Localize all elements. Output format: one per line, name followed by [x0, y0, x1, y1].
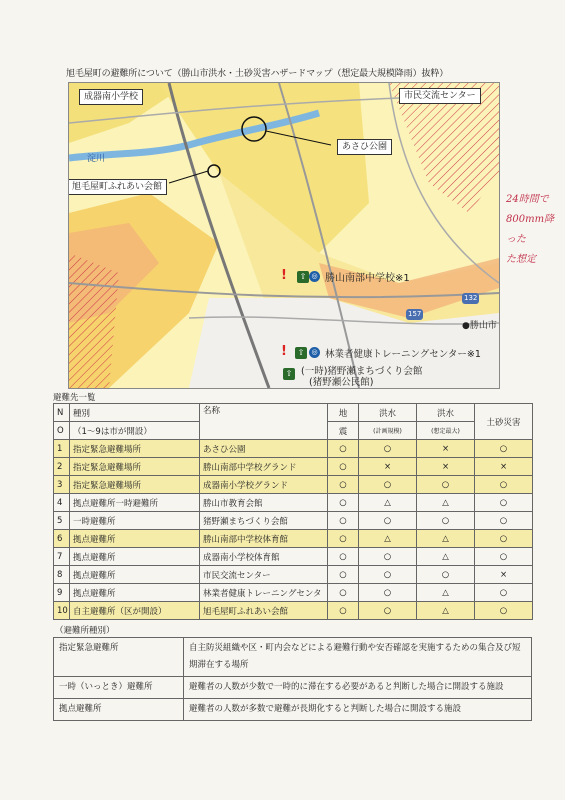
row-flood-max: × — [417, 440, 475, 458]
row-landslide: ○ — [475, 440, 533, 458]
table-row — [54, 440, 533, 458]
row-flood-max: △ — [417, 548, 475, 566]
label-inose-center: (一時)猪野瀬まちづくり会館 — [301, 366, 423, 377]
row-flood-max: ○ — [417, 476, 475, 494]
types-title: （避難所種別） — [55, 626, 115, 636]
row-flood-plan: × — [359, 458, 417, 476]
row-flood-max: △ — [417, 584, 475, 602]
row-flood-max: ○ — [417, 566, 475, 584]
header-flood-plan: 洪水 — [359, 404, 417, 422]
shelter-icon: ◎ — [309, 271, 320, 282]
table-row — [54, 548, 533, 566]
row-landslide: × — [475, 566, 533, 584]
page-title: 旭毛屋町の避難所について（勝山市洪水・土砂災害ハザードマップ（想定最大規模降雨）抜粋） — [66, 69, 449, 79]
type-row — [54, 677, 532, 699]
header-no-2: O — [54, 422, 70, 440]
row-flood-max: × — [417, 458, 475, 476]
row-type: 拠点避難所 — [70, 584, 200, 602]
row-flood-max: △ — [417, 530, 475, 548]
row-flood-plan: ○ — [359, 476, 417, 494]
row-landslide: ○ — [475, 494, 533, 512]
row-no: 4 — [54, 494, 70, 512]
row-landslide: ○ — [475, 602, 533, 620]
header-type: 種別 — [70, 404, 200, 422]
table-row — [54, 476, 533, 494]
row-type: 拠点避難所 — [70, 530, 200, 548]
row-landslide: ○ — [475, 548, 533, 566]
row-flood-max: ○ — [417, 512, 475, 530]
header-type-sub: （1～9は市が開設） — [70, 422, 200, 440]
row-landslide: × — [475, 458, 533, 476]
row-type: 拠点避難所一時避難所 — [70, 494, 200, 512]
label-community-center: 市民交流センター — [399, 88, 481, 104]
row-quake: ○ — [328, 566, 359, 584]
row-name: 勝山南部中学校体育館 — [200, 530, 328, 548]
row-name: あさひ公園 — [200, 440, 328, 458]
table-row — [54, 602, 533, 620]
label-river: 淀川 — [87, 154, 106, 164]
type-name: 指定緊急避難所 — [54, 638, 184, 677]
header-no: N — [54, 404, 70, 422]
note-line: 24時間で — [506, 194, 549, 205]
row-landslide: ○ — [475, 476, 533, 494]
row-flood-plan: ○ — [359, 602, 417, 620]
row-no: 8 — [54, 566, 70, 584]
evacuation-icon: ⇧ — [283, 368, 295, 380]
row-no: 7 — [54, 548, 70, 566]
row-type: 指定緊急避難場所 — [70, 458, 200, 476]
row-quake: ○ — [328, 512, 359, 530]
row-name: 林業者健康トレーニングセンタ — [200, 584, 328, 602]
row-flood-max: △ — [417, 494, 475, 512]
shelter-types-table — [53, 637, 532, 721]
label-forestry-center: 林業者健康トレーニングセンター※1 — [325, 349, 481, 360]
map-graphic — [69, 83, 499, 388]
row-no: 6 — [54, 530, 70, 548]
type-name: 拠点避難所 — [54, 699, 184, 721]
header-quake-2: 震 — [328, 422, 359, 440]
evacuation-table — [53, 403, 533, 620]
row-name: 勝山市教育会館 — [200, 494, 328, 512]
type-name: 一時（いっとき）避難所 — [54, 677, 184, 699]
row-quake: ○ — [328, 458, 359, 476]
row-no: 2 — [54, 458, 70, 476]
row-flood-plan: ○ — [359, 512, 417, 530]
table-row — [54, 512, 533, 530]
type-desc: 避難者の人数が多数で避難が長期化すると判断した場合に開設する施設 — [184, 699, 532, 721]
row-quake: ○ — [328, 548, 359, 566]
warning-icon: ! — [281, 268, 287, 283]
row-type: 拠点避難所 — [70, 566, 200, 584]
label-katsuyama: ●勝山市 — [462, 321, 497, 331]
handwritten-note — [506, 190, 558, 270]
row-flood-plan: ○ — [359, 584, 417, 602]
table-row — [54, 530, 533, 548]
row-type: 一時避難所 — [70, 512, 200, 530]
row-name: 猪野瀬まちづくり会館 — [200, 512, 328, 530]
table-row — [54, 458, 533, 476]
table-row — [54, 566, 533, 584]
row-quake: ○ — [328, 530, 359, 548]
header-flood-max-sub: (想定最大) — [417, 422, 475, 440]
row-no: 5 — [54, 512, 70, 530]
route-132-badge: 132 — [464, 294, 478, 302]
header-name: 名称 — [200, 404, 328, 440]
row-landslide: ○ — [475, 512, 533, 530]
label-asahi-park: あさひ公園 — [337, 139, 392, 155]
row-quake: ○ — [328, 476, 359, 494]
type-row — [54, 699, 532, 721]
label-fureai-hall: 旭毛屋町ふれあい会館 — [68, 179, 167, 195]
row-no: 9 — [54, 584, 70, 602]
row-type: 指定緊急避難場所 — [70, 476, 200, 494]
row-quake: ○ — [328, 494, 359, 512]
table-row — [54, 494, 533, 512]
row-no: 1 — [54, 440, 70, 458]
row-type: 指定緊急避難場所 — [70, 440, 200, 458]
type-desc: 自主防災組織や区・町内会などによる避難行動や安否確認を実施するための集合及び短期滞在する場所 — [184, 638, 532, 677]
row-landslide: ○ — [475, 584, 533, 602]
row-type: 拠点避難所 — [70, 548, 200, 566]
row-quake: ○ — [328, 584, 359, 602]
row-flood-plan: △ — [359, 494, 417, 512]
type-desc: 避難者の人数が少数で一時的に滞在する必要があると判断した場合に開設する施設 — [184, 677, 532, 699]
row-flood-max: △ — [417, 602, 475, 620]
route-157-badge: 157 — [408, 310, 422, 318]
row-landslide: ○ — [475, 530, 533, 548]
row-quake: ○ — [328, 602, 359, 620]
header-quake: 地 — [328, 404, 359, 422]
row-name: 市民交流センター — [200, 566, 328, 584]
evacuation-icon: ⇧ — [297, 271, 309, 283]
hazard-map[interactable] — [68, 82, 500, 389]
row-quake: ○ — [328, 440, 359, 458]
row-no: 3 — [54, 476, 70, 494]
note-line: 800mm降った — [506, 214, 555, 245]
header-flood-plan-sub: (計画規模) — [359, 422, 417, 440]
row-name: 旭毛屋町ふれあい会館 — [200, 602, 328, 620]
row-no: 10 — [54, 602, 70, 620]
label-south-jhs: 勝山南部中学校※1 — [325, 273, 410, 284]
header-landslide: 土砂災害 — [475, 404, 533, 440]
note-line: た想定 — [506, 254, 536, 265]
evacuation-icon: ⇧ — [295, 347, 307, 359]
row-flood-plan: ○ — [359, 440, 417, 458]
label-seinan-school: 成器南小学校 — [79, 89, 143, 105]
shelter-icon: ◎ — [309, 347, 320, 358]
table-row — [54, 584, 533, 602]
row-flood-plan: ○ — [359, 566, 417, 584]
list-title: 避難先一覧 — [53, 393, 96, 403]
row-type: 自主避難所（区が開設） — [70, 602, 200, 620]
warning-icon: ! — [281, 344, 287, 359]
row-name: 勝山南部中学校グランド — [200, 458, 328, 476]
label-inose-hall: (猪野瀬公民館) — [309, 377, 374, 388]
row-flood-plan: △ — [359, 530, 417, 548]
row-flood-plan: ○ — [359, 548, 417, 566]
row-name: 成器南小学校グランド — [200, 476, 328, 494]
row-name: 成器南小学校体育館 — [200, 548, 328, 566]
type-row — [54, 638, 532, 677]
header-flood-max: 洪水 — [417, 404, 475, 422]
